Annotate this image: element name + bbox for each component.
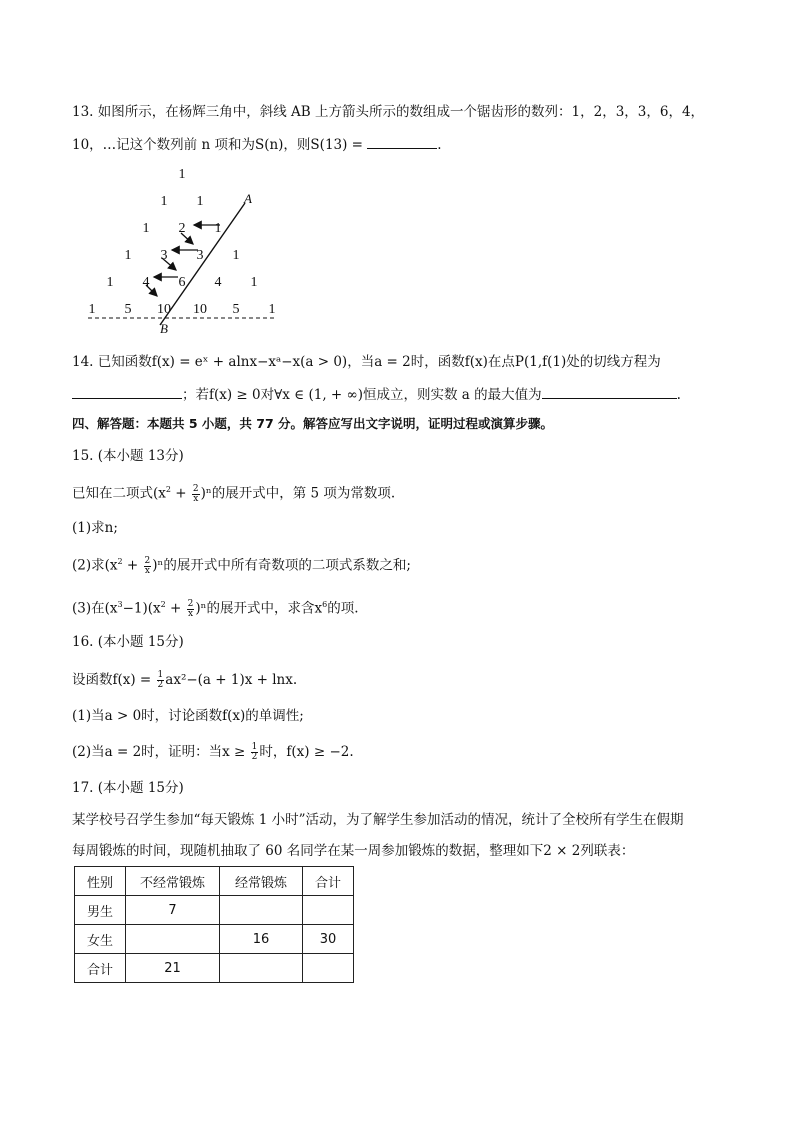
triangle-number: 4 [142,275,150,290]
triangle-number: 1 [88,302,96,317]
table-cell: 30 [303,925,354,954]
table-cell [303,954,354,983]
q15-p3-sq: 2 [160,600,166,609]
triangle-number: 1 [214,221,222,236]
table-cell: 男生 [75,896,126,925]
q15-p3-cube: 3 [117,600,123,609]
q13-answer-blank[interactable] [367,134,437,149]
q15-p3-plus: + [165,600,186,617]
triangle-number: 1 [106,275,114,290]
table-header-row [75,867,354,896]
table-cell: 21 [126,954,220,983]
table-cell [303,896,354,925]
table-cell: 合计 [75,954,126,983]
q16-half-den: 2 [157,680,164,690]
yanghui-triangle-figure [80,165,290,340]
q15-p3-minus: −1)(x [122,600,161,617]
table-cell [220,954,303,983]
q15-stem-frac [192,485,200,504]
q15-p2-sq: 2 [117,557,123,566]
q15-p3-six: 6 [322,600,328,609]
table-cell: 女生 [75,925,126,954]
q15-part2 [72,552,411,576]
q16-stem-b: ax²−(a + 1)x + lnx. [165,672,298,688]
table-header-cell: 合计 [303,867,354,896]
triangle-number: 2 [178,221,186,236]
q16-p2-frac [251,743,259,762]
q15-p3-a: (3)在(x [72,600,118,617]
table-cell: 16 [220,925,303,954]
q16-p2-b: 时，f(x) ≥ −2. [259,744,354,760]
q16-part2 [72,742,354,762]
q15-stem-frac-den: x [193,493,199,504]
q16-p2-a: (2)当a = 2时，证明：当x ≥ [72,744,246,760]
table-row [75,954,354,983]
q17-line2: 每周锻炼的时间，现随机抽取了 60 名同学在某一周参加锻炼的数据，整理如下2 × 2列联表： [72,843,635,859]
triangle-number: 5 [232,302,240,317]
q15-stem-b: 的展开式中，第 5 项为常数项. [211,485,396,502]
q16-part1: (1)当a > 0时，讨论函数f(x)的单调性; [72,708,304,724]
q16-stem [72,670,297,690]
q14-line2 [72,384,681,405]
triangle-number: 1 [142,221,150,236]
q15-stem-sq: 2 [165,485,171,494]
triangle-number: 10 [193,302,207,317]
triangle-number: 3 [196,248,204,263]
q13-line1: 13. 如图所示，在杨辉三角中，斜线 AB 上方箭头所示的数组成一个锯齿形的数列：1，2，3，3，6，4， [72,104,705,120]
q13-line2 [72,134,442,155]
q15-p2-frac-den: x [144,565,150,576]
q14-blank-1[interactable] [72,384,182,399]
table-header-cell: 经常锻炼 [220,867,303,896]
table-header-cell: 性别 [75,867,126,896]
triangle-number: 1 [232,248,240,263]
q16-half-num: 1 [157,670,164,680]
table-cell: 7 [126,896,220,925]
q15-p2-frac-num: 2 [144,555,151,566]
triangle-lines [80,165,290,340]
label-b: B [160,321,168,336]
q17-head: 17. (本小题 15分) [72,780,184,796]
q14-line2-mid: ；若f(x) ≥ 0对∀x ∈ (1, + ∞)恒成立，则实数 a 的最大值为 [182,387,542,403]
triangle-number: 1 [196,194,204,209]
q15-p3-frac-num: 2 [187,598,194,609]
label-a: A [244,191,252,206]
q14-line2-end: . [676,387,681,403]
q15-p2-plus: + [122,557,143,574]
q15-part3 [72,595,359,619]
table-row [75,925,354,954]
q15-stem-frac-num: 2 [192,483,199,494]
q16-p2-frac-den: 2 [251,752,258,762]
q17-line1: 某学校号召学生参加“每天锻炼 1 小时”活动，为了解学生参加活动的情况，统计了全校所有学生在假期 [72,812,684,828]
q15-p3-b: 的展开式中，求含x [206,600,323,617]
q16-head: 16. (本小题 15分) [72,634,184,650]
triangle-number: 5 [124,302,132,317]
q14-blank-2[interactable] [542,384,677,399]
q15-p3-frac [187,600,195,619]
q15-stem [72,480,395,504]
q13-line2-end: . [437,137,442,153]
q15-part1: (1)求n; [72,520,118,536]
q15-p2-frac [144,557,152,576]
triangle-number: 1 [178,167,186,182]
q15-stem-a: 已知在二项式(x [72,485,166,502]
triangle-number: 6 [178,275,186,290]
triangle-number: 4 [214,275,222,290]
q16-half-frac [157,671,165,690]
q15-stem-plus: + [170,485,191,502]
q16-p2-frac-num: 1 [251,742,258,752]
q15-p3-pow: )ⁿ [195,600,207,617]
contingency-table [74,866,354,983]
triangle-number: 1 [250,275,258,290]
table-cell [220,896,303,925]
q15-p2-pow: )ⁿ [152,557,164,574]
q15-p3-c: 的项. [327,600,359,617]
table-header-cell: 不经常锻炼 [126,867,220,896]
triangle-number: 3 [160,248,168,263]
q15-stem-pow: )ⁿ [200,485,212,502]
q13-line2-text: 10，…记这个数列前 n 项和为S(n)，则S(13) = [72,137,363,153]
q14-line1: 14. 已知函数f(x) = eˣ + alnx−xᵃ−x(a > 0)，当a = 2时，函数f(x)在点P(1,f(1)处的切线方程为 [72,354,661,370]
q15-p2-a: (2)求(x [72,557,118,574]
triangle-number: 1 [124,248,132,263]
triangle-number: 1 [268,302,276,317]
q15-p2-b: 的展开式中所有奇数项的二项式系数之和; [163,557,411,574]
q15-head: 15. (本小题 13分) [72,448,184,464]
table-row [75,896,354,925]
triangle-number: 10 [157,302,171,317]
table-cell [126,925,220,954]
q15-p3-frac-den: x [188,608,194,619]
q16-stem-a: 设函数f(x) = [72,672,152,688]
triangle-number: 1 [160,194,168,209]
section-heading: 四、解答题：本题共 5 小题，共 77 分。解答应写出文字说明，证明过程或演算步骤。 [72,416,554,431]
